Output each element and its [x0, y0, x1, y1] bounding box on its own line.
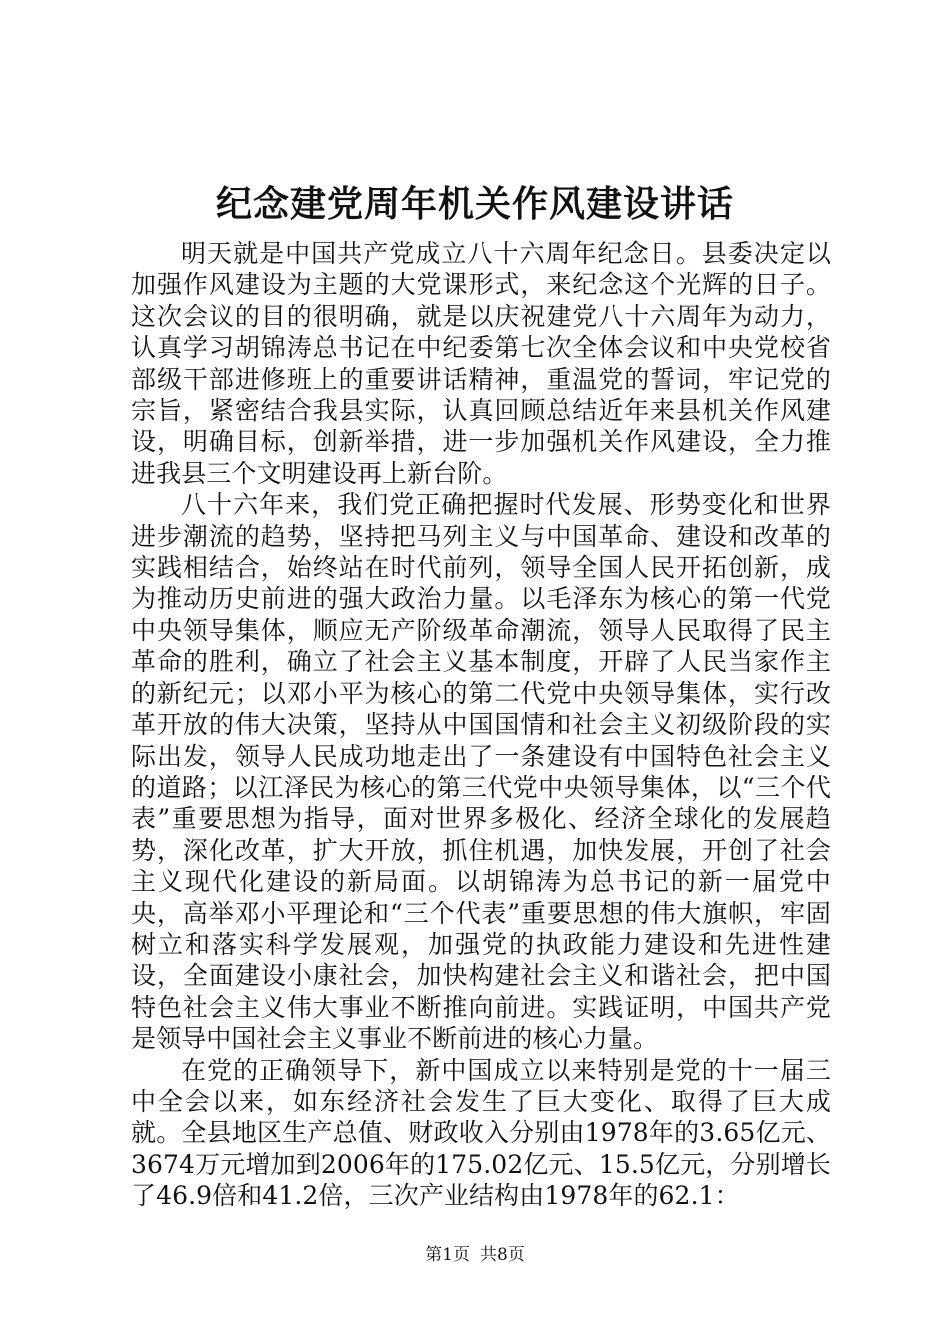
page-total: 共8页: [480, 1245, 525, 1265]
paragraph-3: 在党的正确领导下，新中国成立以来特别是党的十一届三中全会以来，如东经济社会发生了巨大变化、取得了巨大成就。全县地区生产总值、财政收入分别由1978年的3.65亿元、3674万元增加到2006年的175.02亿元、15.5亿元，分别增长了46.9倍和41.2倍，三次产业结构由1978年的62.1：: [131, 1055, 831, 1211]
document-title: 纪念建党周年机关作风建设讲话: [215, 183, 734, 225]
paragraph-1: 明天就是中国共产党成立八十六周年纪念日。县委决定以加强作风建设为主题的大党课形式，来纪念这个光辉的日子。这次会议的目的很明确，就是以庆祝建党八十六周年为动力，认真学习胡锦涛总书记在中纪委第七次全体会议和中央党校省部级干部进修班上的重要讲话精神，重温党的誓词，牢记党的宗旨，紧密结合我县实际，认真回顾总结近年来县机关作风建设，明确目标，创新举措，进一步加强机关作风建设，全力推进我县三个文明建设再上新台阶。: [131, 239, 831, 488]
page-footer: [0, 1243, 950, 1267]
document-body: [131, 238, 831, 1212]
page-number: 第1页: [425, 1245, 470, 1265]
paragraph-2: 八十六年来，我们党正确把握时代发展、形势变化和世界进步潮流的趋势，坚持把马列主义与中国革命、建设和改革的实践相结合，始终站在时代前列，领导全国人民开拓创新，成为推动历史前进的强大政治力量。以毛泽东为核心的第一代党中央领导集体，顺应无产阶级革命潮流，领导人民取得了民主革命的胜利，确立了社会主义基本制度，开辟了人民当家作主的新纪元；以邓小平为核心的第二代党中央领导集体，实行改革开放的伟大决策，坚持从中国国情和社会主义初级阶段的实际出发，领导人民成功地走出了一条建设有中国特色社会主义的道路；以江泽民为核心的第三代党中央领导集体，以“三个代表”重要思想为指导，面对世界多极化、经济全球化的发展趋势，深化改革，扩大开放，抓住机遇，加快发展，开创了社会主义现代化建设的新局面。以胡锦涛为总书记的新一届党中央，高举邓小平理论和“三个代表”重要思想的伟大旗帜，牢固树立和落实科学发展观，加强党的执政能力建设和先进性建设，全面建设小康社会，加快构建社会主义和谐社会，把中国特色社会主义伟大事业不断推向前进。实践证明，中国共产党是领导中国社会主义事业不断前进的核心力量。: [131, 490, 831, 1054]
